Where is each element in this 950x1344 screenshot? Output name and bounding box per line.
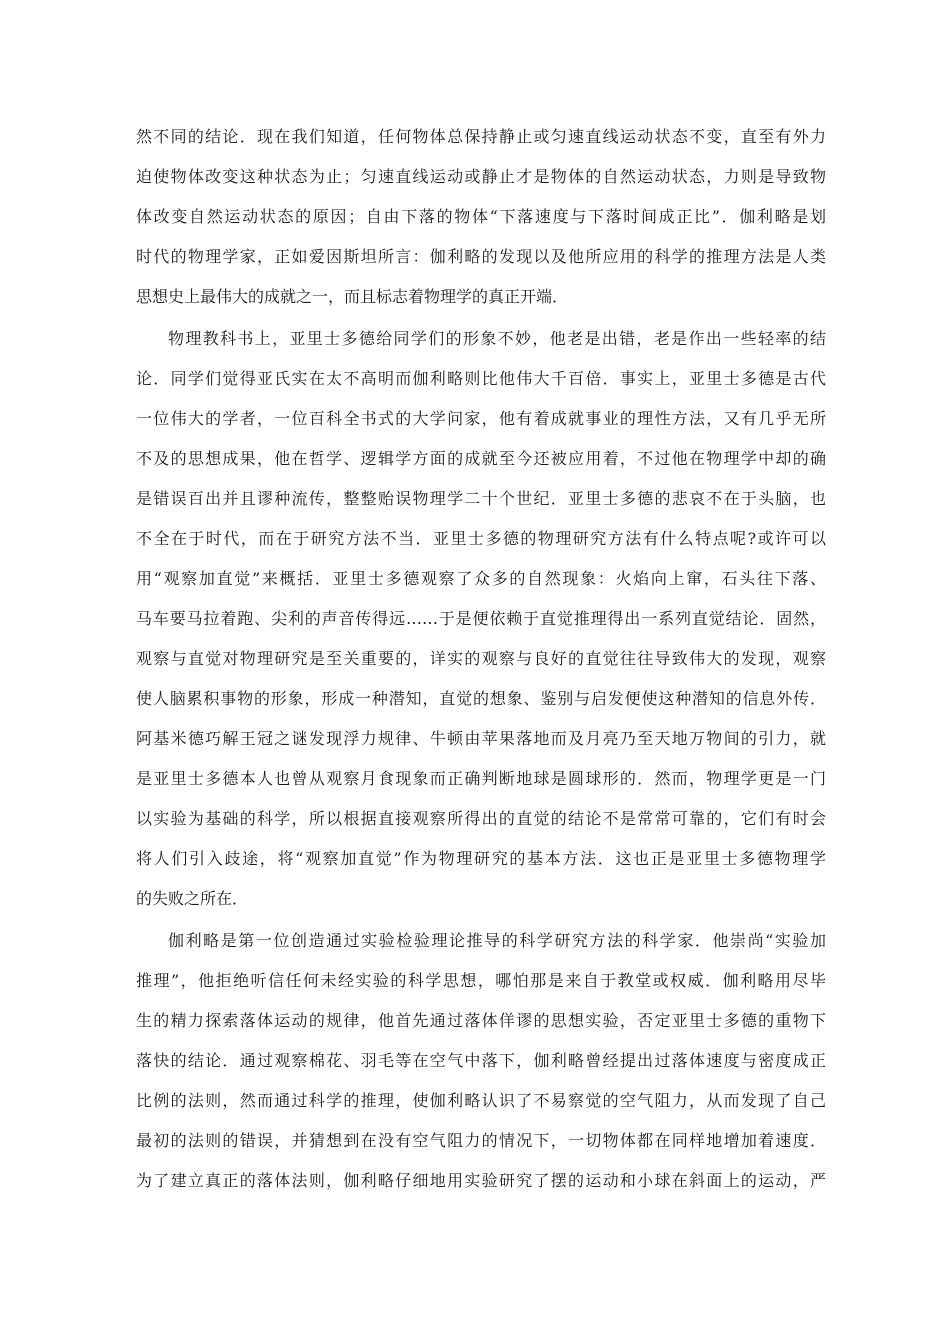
text-line: 体改变自然运动状态的原因；自由下落的物体“下落速度与下落时间成正比”．伽利略是划 — [136, 207, 826, 226]
text-line: 然不同的结论．现在我们知道，任何物体总保持静止或匀速直线运动状态不变，直至有外力 — [136, 127, 826, 146]
text-line: 阿基米德巧解王冠之谜发现浮力规律、牛顿由苹果落地而及月亮乃至天地万物间的引力，就 — [136, 729, 826, 748]
text-line: 推理”，他拒绝听信任何未经实验的科学思想，哪怕那是来自于教堂或权威．伽利略用尽毕 — [136, 971, 826, 990]
text-line: 使人脑累积事物的形象，形成一种潜知，直觉的想象、鉴别与启发便使这种潜知的信息外传． — [136, 689, 826, 708]
text-line: 用“观察加直觉”来概括．亚里士多德观察了众多的自然现象：火焰向上窜，石头往下落、 — [136, 569, 826, 588]
text-line: 一位伟大的学者，一位百科全书式的大学问家，他有着成就事业的理性方法，又有几乎无所 — [136, 409, 826, 428]
text-line: 时代的物理学家，正如爱因斯坦所言：伽利略的发现以及他所应用的科学的推理方法是人类 — [136, 247, 826, 266]
text-line: 为了建立真正的落体法则，伽利略仔细地用实验研究了摆的运动和小球在斜面上的运动，严 — [136, 1171, 826, 1190]
text-line: 是错误百出并且谬种流传，整整贻误物理学二十个世纪．亚里士多德的悲哀不在于头脑，也 — [136, 489, 826, 508]
text-line: 不全在于时代，而在于研究方法不当．亚里士多德的物理研究方法有什么特点呢?或许可以 — [136, 529, 826, 548]
text-line: 论．同学们觉得亚氏实在太不高明而伽利略则比他伟大千百倍．事实上，亚里士多德是古代 — [136, 369, 826, 388]
text-line: 观察与直觉对物理研究是至关重要的，详实的观察与良好的直觉往往导致伟大的发现，观察 — [136, 649, 826, 668]
text-line: 的失败之所在． — [136, 889, 249, 908]
text-line: 最初的法则的错误，并猜想到在没有空气阻力的情况下，一切物体都在同样地增加着速度． — [136, 1131, 826, 1150]
text-line: 思想史上最伟大的成就之一，而且标志着物理学的真正开端． — [136, 287, 569, 306]
text-line: 是亚里士多德本人也曾从观察月食现象而正确判断地球是圆球形的．然而，物理学更是一门 — [136, 769, 826, 788]
text-line: 伽利略是第一位创造通过实验检验理论推导的科学研究方法的科学家．他崇尚“实验加 — [168, 931, 826, 950]
text-line: 迫使物体改变这种状态为止；匀速直线运动或静止才是物体的自然运动状态，力则是导致物 — [136, 167, 826, 186]
text-line: 马车要马拉着跑、尖利的声音传得远……于是便依赖于直觉推理得出一系列直觉结论．固然， — [136, 609, 826, 628]
text-line: 将人们引入歧途，将“观察加直觉”作为物理研究的基本方法．这也正是亚里士多德物理学 — [136, 849, 826, 868]
text-line: 比例的法则，然而通过科学的推理，使伽利略认识了不易察觉的空气阻力，从而发现了自己 — [136, 1091, 826, 1110]
text-line: 落快的结论．通过观察棉花、羽毛等在空气中落下，伽利略曾经提出过落体速度与密度成正 — [136, 1051, 826, 1070]
text-line: 不及的思想成果，他在哲学、逻辑学方面的成就至今还被应用着，不过他在物理学中却的确 — [136, 449, 826, 468]
text-line: 生的精力探索落体运动的规律，他首先通过落体佯谬的思想实验，否定亚里士多德的重物下 — [136, 1011, 826, 1030]
text-line: 物理教科书上，亚里士多德给同学们的形象不妙，他老是出错，老是作出一些轻率的结 — [168, 329, 826, 348]
text-line: 以实验为基础的科学，所以根据直接观察所得出的直觉的结论不是常常可靠的，它们有时会 — [136, 809, 826, 828]
